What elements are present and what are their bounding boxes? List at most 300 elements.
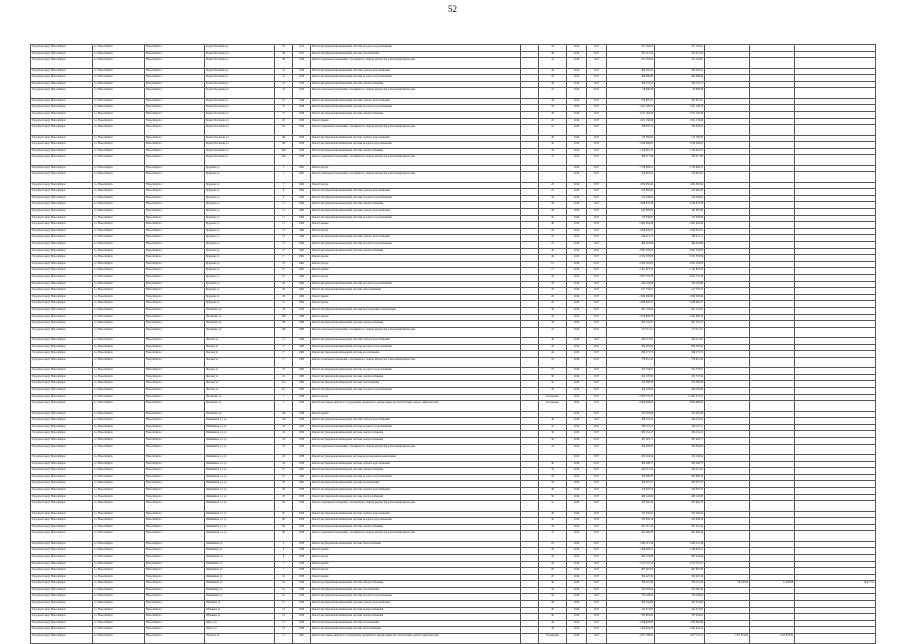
cell-budget-cost-2: [750, 142, 795, 149]
cell-locality: Новосибирск г: [145, 524, 205, 531]
cell-locality: Новосибирск г: [145, 357, 205, 367]
cell-locality: Новосибирск г: [145, 261, 205, 268]
cell-municipality: Городской округ Новосибирск: [31, 388, 93, 395]
cell-budget-cost-1: [705, 327, 750, 337]
cell-municipality: Городской округ Новосибирск: [31, 235, 93, 242]
cell-total-cost: 488 263,69: [607, 242, 655, 249]
cell-total-cost: 246 129,86: [607, 281, 655, 288]
cell-year-end: 2017: [587, 255, 607, 262]
cell-budget-cost-1: [705, 487, 750, 494]
cell-settlement: г.о. Новосибирск: [93, 75, 145, 82]
cell-house-number: 16: [275, 581, 293, 588]
cell-work-type: Ремонт или замена лифтового оборудования, признанного непригодным для эксплуатации, ремонт лифтовых шахт: [311, 401, 521, 411]
cell-ext-flag: [521, 494, 539, 501]
cell-total-cost: 750 126,64: [607, 594, 655, 601]
table-row: [31, 381, 876, 388]
cell-fund-cost: 2 531 378,86: [655, 255, 705, 262]
cell-ext-flag: [521, 531, 539, 541]
cell-municipality: Городской округ Новосибирск: [31, 261, 93, 268]
table-row: [31, 438, 876, 445]
cell-total-cost: 263 115,95: [607, 338, 655, 345]
cell-municipality: Городской округ Новосибирск: [31, 301, 93, 308]
cell-street: Шамшиных 1-х ул: [205, 531, 275, 541]
cell-budget-cost-1: [705, 248, 750, 255]
cell-year-start: 2016: [567, 374, 587, 381]
cell-locality: Новосибирск г: [145, 554, 205, 561]
cell-locality: Новосибирск г: [145, 125, 205, 135]
cell-ext-flag: [521, 118, 539, 125]
cell-year-end: 2017: [587, 614, 607, 621]
cell-year-end: 2017: [587, 601, 607, 608]
cell-house-number: 194: [275, 155, 293, 165]
cell-year-end: 2017: [587, 431, 607, 438]
cell-locality: Новосибирск г: [145, 248, 205, 255]
cell-owners-cost: [795, 118, 876, 125]
cell-fund-cost: 1 293 042,24: [655, 627, 705, 634]
cell-locality: Новосибирск г: [145, 118, 205, 125]
cell-fund-cost: 267 212,16: [655, 524, 705, 531]
cell-house-number: 13: [275, 228, 293, 235]
cell-build-year: 1960: [293, 351, 311, 358]
table-row: [31, 614, 876, 621]
table-row: [31, 411, 876, 418]
cell-total-cost: 1 011 183,36: [607, 111, 655, 118]
cell-settlement: г.о. Новосибирск: [93, 581, 145, 588]
cell-house-number: 17: [275, 255, 293, 262]
cell-budget-cost-1: [705, 75, 750, 82]
cell-owners-cost: [795, 357, 876, 367]
cell-settlement: г.о. Новосибирск: [93, 195, 145, 202]
cell-house-number: 41: [275, 68, 293, 75]
cell-budget-cost-1: [705, 548, 750, 555]
cell-year-end: 2017: [587, 209, 607, 216]
cell-work-type: Ремонт крыши: [311, 222, 521, 229]
cell-owners-cost: [795, 344, 876, 351]
cell-build-year: 1962: [293, 172, 311, 182]
cell-work-type: Ремонт внутридомовой инженерной системы горячего водоснабжения: [311, 418, 521, 425]
cell-budget-cost-2: [750, 165, 795, 172]
cell-house-number: 15: [275, 614, 293, 621]
cell-street: Чкалова ул: [205, 368, 275, 375]
cell-year-end: 2017: [587, 274, 607, 281]
cell-budget-cost-1: [705, 288, 750, 295]
cell-owners-cost: [795, 301, 876, 308]
cell-street: Шамшиных ул: [205, 574, 275, 581]
cell-year-start: 2016: [567, 202, 587, 209]
cell-build-year: 1959: [293, 125, 311, 135]
cell-budget-cost-1: [705, 401, 750, 411]
cell-service-life: 20: [539, 314, 567, 321]
cell-settlement: г.о. Новосибирск: [93, 81, 145, 88]
cell-year-end: 2017: [587, 51, 607, 58]
cell-house-number: 16: [275, 594, 293, 601]
cell-service-life: [539, 172, 567, 182]
cell-house-number: 29: [275, 481, 293, 488]
cell-work-type: Ремонт внутридомовой инженерной системы электроснабжения: [311, 81, 521, 88]
cell-year-end: 2017: [587, 338, 607, 345]
cell-build-year: 1960: [293, 357, 311, 367]
cell-service-life: 40: [539, 461, 567, 468]
table-row: [31, 307, 876, 314]
cell-house-number: 6: [275, 554, 293, 561]
cell-year-start: 2016: [567, 620, 587, 627]
cell-fund-cost: 471 162,61: [655, 45, 705, 52]
cell-house-number: 70: [275, 45, 293, 52]
cell-municipality: Городской округ Новосибирск: [31, 125, 93, 135]
cell-street: Бурденко ул: [205, 268, 275, 275]
table-row: [31, 248, 876, 255]
cell-year-start: 2016: [567, 418, 587, 425]
table-row: [31, 531, 876, 541]
cell-build-year: 1959: [293, 614, 311, 621]
cell-year-start: 2016: [567, 209, 587, 216]
cell-year-start: 2016: [567, 587, 587, 594]
cell-budget-cost-2: [750, 607, 795, 614]
cell-budget-cost-2: [750, 172, 795, 182]
table-row: [31, 594, 876, 601]
cell-year-start: 2016: [567, 148, 587, 155]
cell-municipality: Городской округ Новосибирск: [31, 182, 93, 189]
cell-budget-cost-1: [705, 242, 750, 249]
cell-total-cost: 1 058 396,81: [607, 142, 655, 149]
cell-year-end: 2017: [587, 202, 607, 209]
cell-work-type: Ремонт подвальных помещений, относящихся к общему имуществу в многоквартирном доме: [311, 501, 521, 511]
cell-locality: Новосибирск г: [145, 627, 205, 634]
cell-service-life: 40: [539, 209, 567, 216]
cell-year-end: 2017: [587, 424, 607, 431]
cell-ext-flag: [521, 554, 539, 561]
cell-budget-cost-1: [705, 568, 750, 575]
cell-fund-cost: 560 175,72: [655, 351, 705, 358]
cell-ext-flag: [521, 314, 539, 321]
table-row: [31, 327, 876, 337]
cell-owners-cost: [795, 281, 876, 288]
cell-ext-flag: [521, 587, 539, 594]
cell-owners-cost: [795, 431, 876, 438]
cell-fund-cost: 1 877 141,11: [655, 634, 705, 644]
cell-build-year: 1964: [293, 209, 311, 216]
cell-work-type: Ремонт внутридомовой инженерной системы теплоснабжения: [311, 288, 521, 295]
cell-street: Шамшиных 1-х ул: [205, 487, 275, 494]
cell-total-cost: 997 997,00: [607, 568, 655, 575]
cell-total-cost: 516 236,92: [607, 195, 655, 202]
cell-service-life: 20: [539, 574, 567, 581]
cell-build-year: 1959: [293, 401, 311, 411]
cell-total-cost: 283 688,35: [607, 474, 655, 481]
cell-owners-cost: [795, 68, 876, 75]
cell-owners-cost: [795, 455, 876, 462]
cell-year-start: 2016: [567, 255, 587, 262]
cell-total-cost: 175 511,51: [607, 327, 655, 337]
cell-budget-cost-1: [705, 620, 750, 627]
cell-house-number: 194: [275, 142, 293, 149]
cell-ext-flag: [521, 601, 539, 608]
cell-house-number: 27: [275, 268, 293, 275]
cell-build-year: 1958: [293, 561, 311, 568]
cell-house-number: 90: [275, 524, 293, 531]
cell-owners-cost: [795, 524, 876, 531]
cell-ext-flag: [521, 368, 539, 375]
table-row: [31, 474, 876, 481]
cell-settlement: г.о. Новосибирск: [93, 568, 145, 575]
cell-year-start: 2016: [567, 351, 587, 358]
cell-settlement: г.о. Новосибирск: [93, 351, 145, 358]
cell-settlement: г.о. Новосибирск: [93, 202, 145, 209]
cell-owners-cost: [795, 394, 876, 401]
cell-ext-flag: [521, 374, 539, 381]
cell-settlement: г.о. Новосибирск: [93, 135, 145, 142]
cell-build-year: 1917: [293, 51, 311, 58]
cell-municipality: Городской округ Новосибирск: [31, 601, 93, 608]
cell-service-life: 50: [539, 587, 567, 594]
cell-work-type: Ремонт внутридомовой инженерной системы холодного водоснабжения: [311, 142, 521, 149]
table-row: [31, 88, 876, 98]
cell-total-cost: 316 038,95: [607, 215, 655, 222]
cell-work-type: Ремонт внутридомовой инженерной системы холодного водоснабжения: [311, 105, 521, 112]
cell-build-year: 1919: [293, 81, 311, 88]
cell-year-end: 2017: [587, 548, 607, 555]
cell-settlement: г.о. Новосибирск: [93, 438, 145, 445]
cell-locality: Новосибирск г: [145, 182, 205, 189]
cell-street: Бурденко ул: [205, 242, 275, 249]
cell-total-cost: 261 490,28: [607, 531, 655, 541]
cell-budget-cost-2: [750, 155, 795, 165]
cell-year-start: 2016: [567, 518, 587, 525]
cell-year-start: 2016: [567, 574, 587, 581]
table-row: [31, 58, 876, 68]
cell-work-type: Ремонт фасада: [311, 568, 521, 575]
cell-settlement: г.о. Новосибирск: [93, 554, 145, 561]
cell-work-type: Ремонт внутридомовой инженерной системы горячего водоснабжения: [311, 461, 521, 468]
cell-owners-cost: [795, 314, 876, 321]
cell-budget-cost-2: [750, 88, 795, 98]
cell-budget-cost-1: [705, 411, 750, 418]
cell-settlement: г.о. Новосибирск: [93, 327, 145, 337]
cell-fund-cost: 391 232,37: [655, 321, 705, 328]
cell-municipality: Городской округ Новосибирск: [31, 394, 93, 401]
cell-street: Шамшиных 1-х ул: [205, 424, 275, 431]
cell-owners-cost: [795, 189, 876, 196]
cell-settlement: г.о. Новосибирск: [93, 307, 145, 314]
cell-year-end: 2017: [587, 248, 607, 255]
cell-budget-cost-2: [750, 501, 795, 511]
cell-street: Бурденко ул: [205, 215, 275, 222]
cell-ext-flag: [521, 301, 539, 308]
cell-owners-cost: [795, 288, 876, 295]
cell-fund-cost: 2 009 260,96: [655, 294, 705, 301]
cell-settlement: г.о. Новосибирск: [93, 294, 145, 301]
cell-total-cost: 1 039 928,86: [607, 620, 655, 627]
cell-house-number: 41: [275, 88, 293, 98]
cell-locality: Новосибирск г: [145, 45, 205, 52]
cell-locality: Новосибирск г: [145, 255, 205, 262]
cell-street: Бориса Богаткова ул: [205, 75, 275, 82]
cell-locality: Новосибирск г: [145, 294, 205, 301]
cell-work-type: Ремонт крыши: [311, 574, 521, 581]
cell-work-type: Ремонт крыши: [311, 255, 521, 262]
cell-year-start: 2016: [567, 135, 587, 142]
cell-build-year: 1948: [293, 98, 311, 105]
cell-settlement: г.о. Новосибирск: [93, 155, 145, 165]
table-row: [31, 374, 876, 381]
cell-year-start: 2016: [567, 111, 587, 118]
cell-build-year: 1964: [293, 242, 311, 249]
cell-budget-cost-2: [750, 381, 795, 388]
cell-budget-cost-2: [750, 357, 795, 367]
cell-work-type: Ремонт фасада: [311, 274, 521, 281]
cell-budget-cost-2: [750, 294, 795, 301]
cell-budget-cost-1: [705, 215, 750, 222]
cell-service-life: 50: [539, 518, 567, 525]
cell-fund-cost: 8 004 998,63: [655, 401, 705, 411]
cell-owners-cost: [795, 388, 876, 395]
cell-settlement: г.о. Новосибирск: [93, 418, 145, 425]
cell-work-type: Ремонт внутридомовой инженерной системы электроснабжения: [311, 524, 521, 531]
cell-budget-cost-2: [750, 548, 795, 555]
cell-total-cost: 286 550,41: [607, 68, 655, 75]
cell-house-number: 11: [275, 209, 293, 216]
cell-street: Бориса Богаткова ул: [205, 68, 275, 75]
cell-ext-flag: [521, 261, 539, 268]
cell-municipality: Городской округ Новосибирск: [31, 195, 93, 202]
cell-ext-flag: [521, 468, 539, 475]
cell-year-end: 2017: [587, 587, 607, 594]
cell-owners-cost: [795, 634, 876, 644]
cell-fund-cost: 542 685,80: [655, 189, 705, 196]
cell-budget-cost-1: [705, 172, 750, 182]
cell-total-cost: 281 747,92: [607, 374, 655, 381]
cell-locality: Новосибирск г: [145, 518, 205, 525]
cell-ext-flag: [521, 135, 539, 142]
cell-settlement: г.о. Новосибирск: [93, 634, 145, 644]
cell-budget-cost-1: [705, 501, 750, 511]
cell-year-end: 2017: [587, 75, 607, 82]
cell-house-number: 126: [275, 411, 293, 418]
cell-service-life: 30: [539, 627, 567, 634]
cell-owners-cost: [795, 307, 876, 314]
cell-locality: Новосибирск г: [145, 68, 205, 75]
cell-budget-cost-1: [705, 468, 750, 475]
cell-owners-cost: [795, 587, 876, 594]
cell-year-start: 2016: [567, 431, 587, 438]
cell-owners-cost: [795, 45, 876, 52]
cell-year-end: 2017: [587, 518, 607, 525]
cell-street: Шамшиных 1-х ул: [205, 418, 275, 425]
cell-owners-cost: [795, 148, 876, 155]
cell-street: Бориса Богаткова ул: [205, 45, 275, 52]
cell-fund-cost: 323 250,91: [655, 511, 705, 518]
cell-work-type: Ремонт подвальных помещений, относящихся к общему имуществу в многоквартирном доме: [311, 172, 521, 182]
cell-settlement: г.о. Новосибирск: [93, 189, 145, 196]
cell-service-life: 41: [539, 155, 567, 165]
cell-budget-cost-2: [750, 281, 795, 288]
cell-locality: Новосибирск г: [145, 388, 205, 395]
cell-service-life: 40: [539, 135, 567, 142]
cell-fund-cost: 2 161 819,76: [655, 268, 705, 275]
cell-ext-flag: [521, 444, 539, 454]
cell-street: Бориса Богаткова ул: [205, 125, 275, 135]
cell-municipality: Городской округ Новосибирск: [31, 172, 93, 182]
cell-budget-cost-2: [750, 274, 795, 281]
cell-street: Чаплыгина ул: [205, 307, 275, 314]
cell-work-type: Ремонт внутридомовой инженерной системы электроснабжения: [311, 321, 521, 328]
cell-house-number: 15: [275, 338, 293, 345]
cell-ext-flag: [521, 401, 539, 411]
cell-budget-cost-1: [705, 574, 750, 581]
cell-settlement: г.о. Новосибирск: [93, 388, 145, 395]
cell-fund-cost: 213 760,00: [655, 135, 705, 142]
cell-settlement: г.о. Новосибирск: [93, 58, 145, 68]
table-row: [31, 388, 876, 395]
table-row: [31, 431, 876, 438]
cell-year-start: 2016: [567, 468, 587, 475]
cell-street: Бориса Богаткова ул: [205, 81, 275, 88]
cell-budget-cost-2: [750, 601, 795, 608]
cell-street: Бурденко ул: [205, 281, 275, 288]
cell-street: Бурденко ул: [205, 274, 275, 281]
cell-locality: Новосибирск г: [145, 381, 205, 388]
cell-budget-cost-2: [750, 487, 795, 494]
cell-fund-cost: 2 051 735,78: [655, 274, 705, 281]
cell-year-start: 2016: [567, 344, 587, 351]
cell-budget-cost-2: [750, 68, 795, 75]
cell-build-year: 1960: [293, 381, 311, 388]
cell-municipality: Городской округ Новосибирск: [31, 248, 93, 255]
cell-locality: Новосибирск г: [145, 235, 205, 242]
cell-house-number: 13: [275, 242, 293, 249]
cell-service-life: 40: [539, 255, 567, 262]
cell-locality: Новосибирск г: [145, 195, 205, 202]
cell-fund-cost: 250 970,70: [655, 487, 705, 494]
cell-total-cost: 1 621 156,68: [607, 118, 655, 125]
cell-ext-flag: [521, 209, 539, 216]
cell-service-life: 40: [539, 487, 567, 494]
cell-settlement: г.о. Новосибирск: [93, 142, 145, 149]
cell-settlement: г.о. Новосибирск: [93, 494, 145, 501]
cell-fund-cost: 2 961 904,28: [655, 222, 705, 229]
cell-street: Шукшина ул: [205, 607, 275, 614]
cell-municipality: Городской округ Новосибирск: [31, 431, 93, 438]
cell-fund-cost: 281 747,92: [655, 374, 705, 381]
cell-fund-cost: 1 465 112,38: [655, 541, 705, 548]
cell-house-number: 29: [275, 288, 293, 295]
cell-fund-cost: 298 317,96: [655, 155, 705, 165]
cell-owners-cost: [795, 88, 876, 98]
cell-year-end: 2017: [587, 481, 607, 488]
cell-fund-cost: 279 919,61: [655, 172, 705, 182]
cell-budget-cost-1: [705, 255, 750, 262]
cell-service-life: 30: [539, 111, 567, 118]
cell-fund-cost: 765 295,08: [655, 411, 705, 418]
cell-locality: Новосибирск г: [145, 581, 205, 588]
cell-total-cost: 378 651,34: [607, 357, 655, 367]
cell-settlement: г.о. Новосибирск: [93, 424, 145, 431]
cell-settlement: г.о. Новосибирск: [93, 235, 145, 242]
cell-settlement: г.о. Новосибирск: [93, 401, 145, 411]
cell-ext-flag: [521, 594, 539, 601]
cell-year-start: 2016: [567, 235, 587, 242]
cell-ext-flag: [521, 51, 539, 58]
cell-settlement: г.о. Новосибирск: [93, 98, 145, 105]
cell-house-number: 29: [275, 281, 293, 288]
cell-total-cost: 480 143,00: [607, 494, 655, 501]
cell-street: Бурденко ул: [205, 288, 275, 295]
cell-total-cost: 546 212,71: [607, 235, 655, 242]
cell-ext-flag: [521, 548, 539, 555]
cell-owners-cost: [795, 368, 876, 375]
cell-year-end: 2017: [587, 327, 607, 337]
table-row: [31, 182, 876, 189]
